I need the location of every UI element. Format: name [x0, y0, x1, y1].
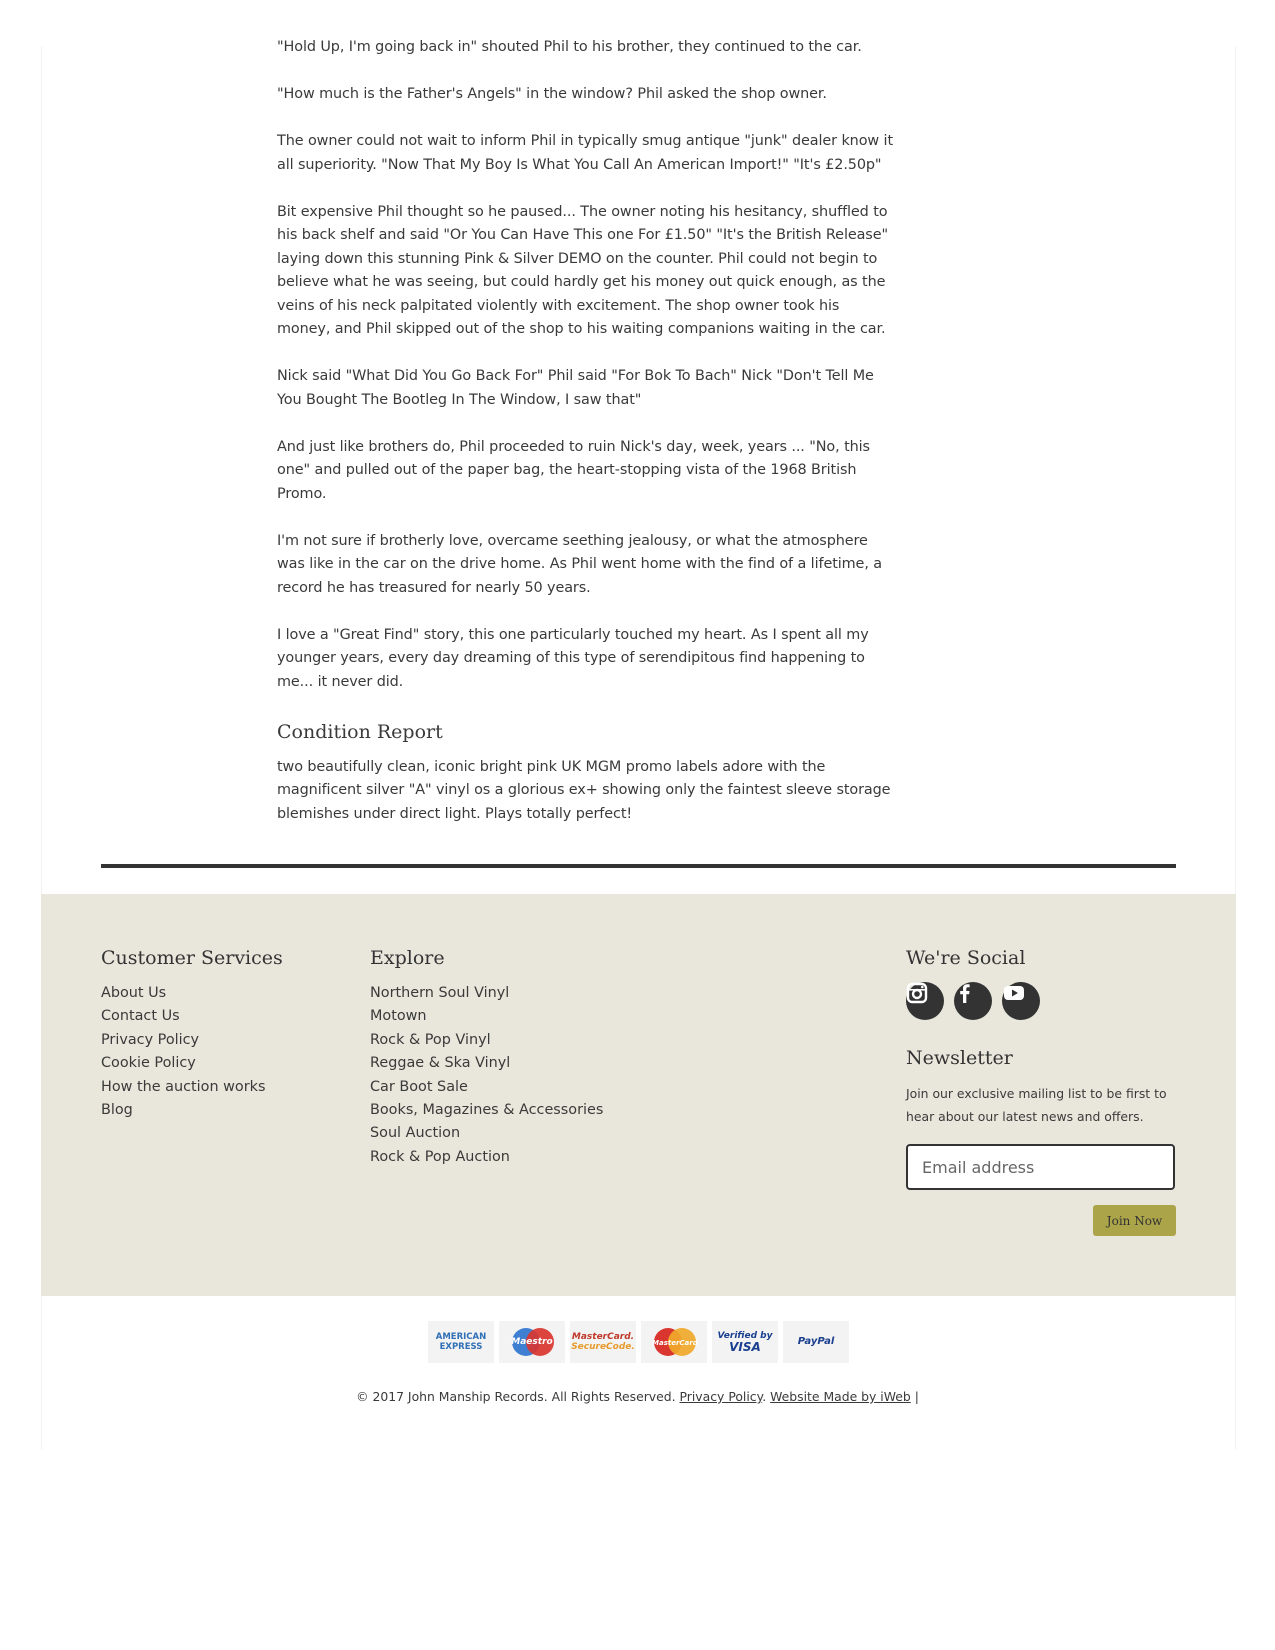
footer-link-privacy-policy[interactable]: Privacy Policy: [101, 1031, 200, 1048]
social-newsletter-column: [906, 944, 1176, 1236]
instagram-icon[interactable]: [906, 982, 944, 1020]
join-now-button[interactable]: Join Now: [1093, 1205, 1176, 1236]
article-paragraph: The owner could not wait to inform Phil in typically smug antique "junk" dealer know it all superiority. "Now That My Boy Is What You Call An American Import!" "It's £2.50p": [277, 133, 893, 173]
footer-link-cookie-policy[interactable]: Cookie Policy: [101, 1055, 196, 1072]
article-body: [277, 36, 897, 850]
paypal-icon: PayPal: [783, 1321, 849, 1363]
youtube-icon[interactable]: [1002, 982, 1040, 1020]
footer-link-blog[interactable]: Blog: [101, 1102, 133, 1119]
mastercard-icon: MasterCard: [641, 1321, 707, 1363]
footer-link-soul-auction[interactable]: Soul Auction: [370, 1125, 461, 1142]
condition-report-heading: Condition Report: [277, 720, 443, 743]
article-paragraph: I'm not sure if brotherly love, overcame seething jealousy, or what the atmosphere was like in the car on the drive home. As Phil went home with the find of a lifetime, a record he has treasured for nearly 50 years.: [277, 532, 882, 596]
condition-report-text: two beautifully clean, iconic bright pink UK MGM promo labels adore with the magnificent silver "A" vinyl os a glorious ex+ showing only the faintest sleeve storage blemishes under direct light. Plays totally perfect!: [277, 758, 891, 822]
social-icons: [906, 982, 1176, 1020]
article-paragraph: I love a "Great Find" story, this one particularly touched my heart. As I spent all my younger years, every day dreaming of this type of serendipitous find happening to me... it never did.: [277, 626, 869, 690]
customer-services-column: [101, 944, 283, 1122]
footer-link-motown[interactable]: Motown: [370, 1008, 427, 1025]
footer-link-contact-us[interactable]: Contact Us: [101, 1008, 180, 1025]
footer-link-about-us[interactable]: About Us: [101, 985, 167, 1001]
verified-by-visa-icon: Verified by VISA: [712, 1321, 778, 1363]
site-footer: [41, 894, 1236, 1296]
customer-services-heading: Customer Services: [101, 947, 283, 969]
footer-link-rock-pop-auction[interactable]: Rock & Pop Auction: [370, 1148, 510, 1165]
article-paragraph: "Hold Up, I'm going back in" shouted Phil to his brother, they continued to the car.: [277, 39, 862, 55]
amex-icon: AMERICAN EXPRESS: [428, 1321, 494, 1363]
footer-link-books-magazines[interactable]: Books, Magazines & Accessories: [370, 1102, 604, 1119]
maestro-icon: Maestro: [499, 1321, 565, 1363]
explore-heading: Explore: [370, 947, 445, 969]
privacy-policy-link[interactable]: Privacy Policy: [679, 1389, 763, 1404]
mastercard-securecode-icon: MasterCard. SecureCode.: [570, 1321, 636, 1363]
newsletter-heading: Newsletter: [906, 1047, 1013, 1069]
copyright-text: © 2017 John Manship Records. All Rights Reserved.: [356, 1389, 676, 1404]
footer-link-rock-pop-vinyl[interactable]: Rock & Pop Vinyl: [370, 1031, 491, 1048]
footer-link-reggae-ska[interactable]: Reggae & Ska Vinyl: [370, 1055, 511, 1072]
newsletter-description: Join our exclusive mailing list to be first to hear about our latest news and offers.: [906, 1086, 1167, 1124]
newsletter-email-input[interactable]: [906, 1144, 1175, 1190]
explore-column: [370, 944, 603, 1169]
copyright-bar: © 2017 John Manship Records. All Rights Reserved. Privacy Policy. Website Made by iWeb |: [356, 1389, 919, 1404]
social-heading: We're Social: [906, 947, 1026, 969]
copyright-separator: |: [914, 1389, 919, 1404]
footer-link-northern-soul[interactable]: Northern Soul Vinyl: [370, 985, 510, 1001]
article-paragraph: Bit expensive Phil thought so he paused... The owner noting his hesitancy, shuffled to his back shelf and said "Or You Can Have This one For £1.50" "It's the British Release" laying down this stunning Pink & Silver DEMO on the counter. Phil could not begin to believe what he was seeing, but could hardly get his money out quick enough, as the veins of his neck palpitated violently with excitement. The shop owner took his money, and Phil skipped out of the shop to his waiting companions waiting in the car.: [277, 203, 888, 337]
payment-methods: [428, 1321, 849, 1363]
website-made-by-link[interactable]: Website Made by iWeb: [770, 1389, 911, 1404]
facebook-icon[interactable]: [954, 982, 992, 1020]
footer-divider: [101, 864, 1176, 868]
footer-link-auction-info[interactable]: How the auction works: [101, 1078, 266, 1095]
footer-link-car-boot-sale[interactable]: Car Boot Sale: [370, 1078, 468, 1095]
article-paragraph: "How much is the Father's Angels" in the window? Phil asked the shop owner.: [277, 86, 827, 102]
article-paragraph: And just like brothers do, Phil proceeded to ruin Nick's day, week, years ... "No, this one" and pulled out of the paper bag, the heart-stopping vista of the 1968 British Promo.: [277, 438, 870, 502]
article-paragraph: Nick said "What Did You Go Back For" Phil said "For Bok To Bach" Nick "Don't Tell Me You Bought The Bootleg In The Window, I saw that": [277, 368, 874, 408]
